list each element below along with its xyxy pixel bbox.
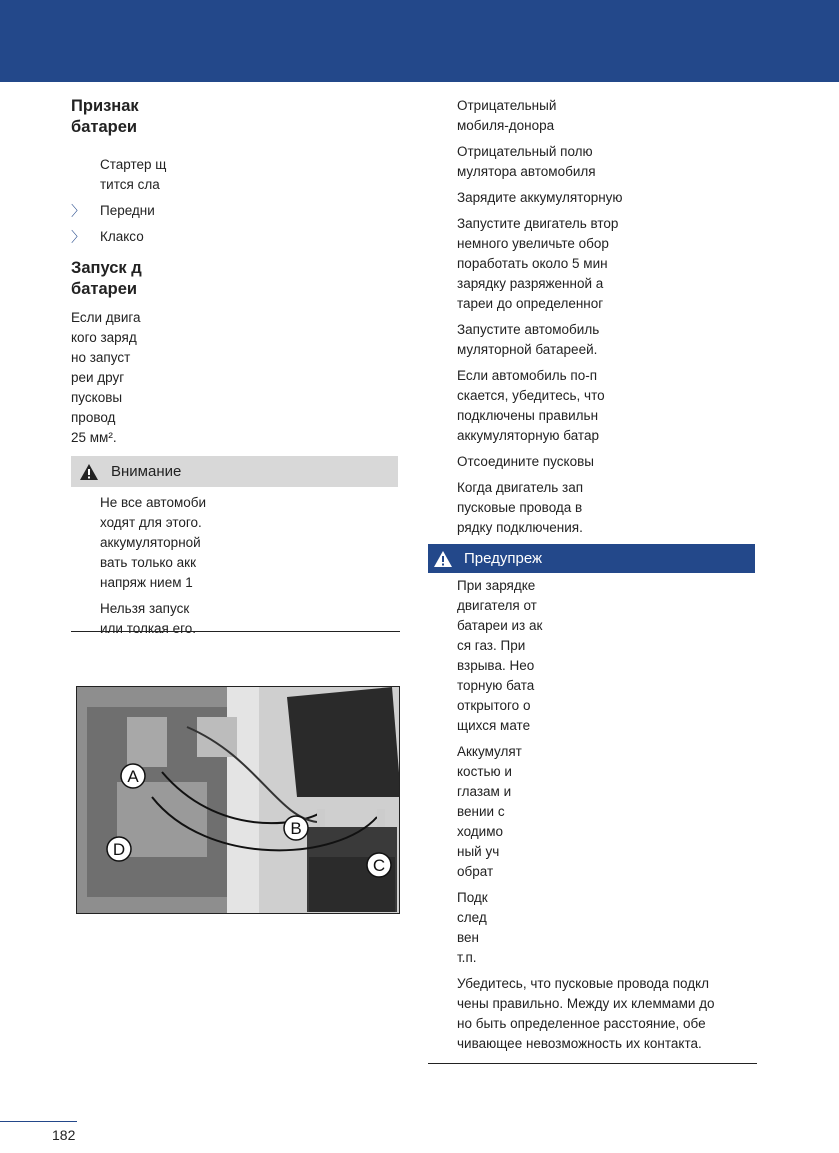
- engine-bay-illustration: [77, 687, 400, 914]
- step-charge-battery: Зарядите аккумуляторную: [457, 190, 623, 205]
- attention-box-header: [71, 456, 398, 487]
- paragraph-jump-start: Если двига кого заряд но запуст реи друг пусковы провод 25 мм².: [71, 310, 141, 445]
- right-column: [457, 96, 757, 538]
- chevron-right-icon: 〉: [71, 229, 85, 245]
- chevron-right-icon: 〉: [71, 203, 85, 219]
- attention-paragraph-1: Не все автомоби ходят для этого. аккумуляторной вать только акк напряж нием 1: [100, 495, 207, 590]
- paragraph-starter: Стартер щ тится сла: [100, 157, 167, 192]
- step-start-car: Запустите автомобиль муляторной батареей.: [457, 322, 600, 357]
- warning-triangle-icon: [79, 463, 99, 481]
- page-header-bar: [0, 0, 839, 82]
- left-column: [71, 96, 401, 639]
- step-when-engine-starts: Когда двигатель зап пусковые провода в рядку подключения.: [457, 480, 584, 535]
- label-c: C: [372, 856, 386, 875]
- label-d: D: [112, 840, 126, 859]
- warning-paragraph-2: Аккумулят костью и глазам и вении с ходимо ный уч обрат: [457, 744, 522, 879]
- warning-paragraph-3: Подк след вен т.п.: [457, 890, 488, 965]
- warning-box-header: [428, 544, 755, 573]
- warning-content: [457, 576, 757, 1054]
- step-start-second-engine: Запустите двигатель втор немного увеличьте обор поработать около 5 мин зарядку разряженной а тареи до определенног: [457, 216, 619, 311]
- bullet-item-front: 〉 Передни: [71, 203, 155, 219]
- right-section-divider: [428, 1063, 757, 1064]
- jump-start-photo: [76, 686, 400, 914]
- attention-title: Внимание: [111, 463, 182, 480]
- attention-paragraph-2: Нельзя запуск или толкая его.: [100, 601, 196, 636]
- page-number: 182: [52, 1127, 76, 1143]
- warning-paragraph-1: При зарядке двигателя от батареи из ак ся газ. При взрыва. Нео торную бата открытого о щихся мате: [457, 578, 543, 733]
- label-a: A: [127, 767, 139, 786]
- left-section-divider: [71, 631, 400, 632]
- warning-triangle-icon: [433, 550, 453, 568]
- warning-title: Предупреж: [464, 550, 543, 567]
- heading-jump-start: Запуск д батареи: [71, 259, 142, 298]
- step-if-not-start: Если автомобиль по-п скается, убедитесь, что подключены правильн аккумуляторную батар: [457, 368, 605, 443]
- warning-paragraph-4: Убедитесь, что пусковые провода подкл чены правильно. Между их клеммами до но быть определенное расстояние, обе чивающее невозможность их контакта.: [457, 976, 715, 1051]
- label-b: B: [290, 819, 302, 838]
- footer-rule: [0, 1121, 77, 1122]
- heading-battery-sign: Признак батареи: [71, 97, 139, 136]
- step-disconnect: Отсоедините пусковы: [457, 454, 594, 469]
- bullet-item-horn: 〉 Клаксо: [71, 229, 144, 245]
- step-negative-pole: Отрицательный полю мулятора автомобиля: [457, 144, 596, 179]
- step-negative-donor: Отрицательный мобиля-донора: [457, 98, 557, 133]
